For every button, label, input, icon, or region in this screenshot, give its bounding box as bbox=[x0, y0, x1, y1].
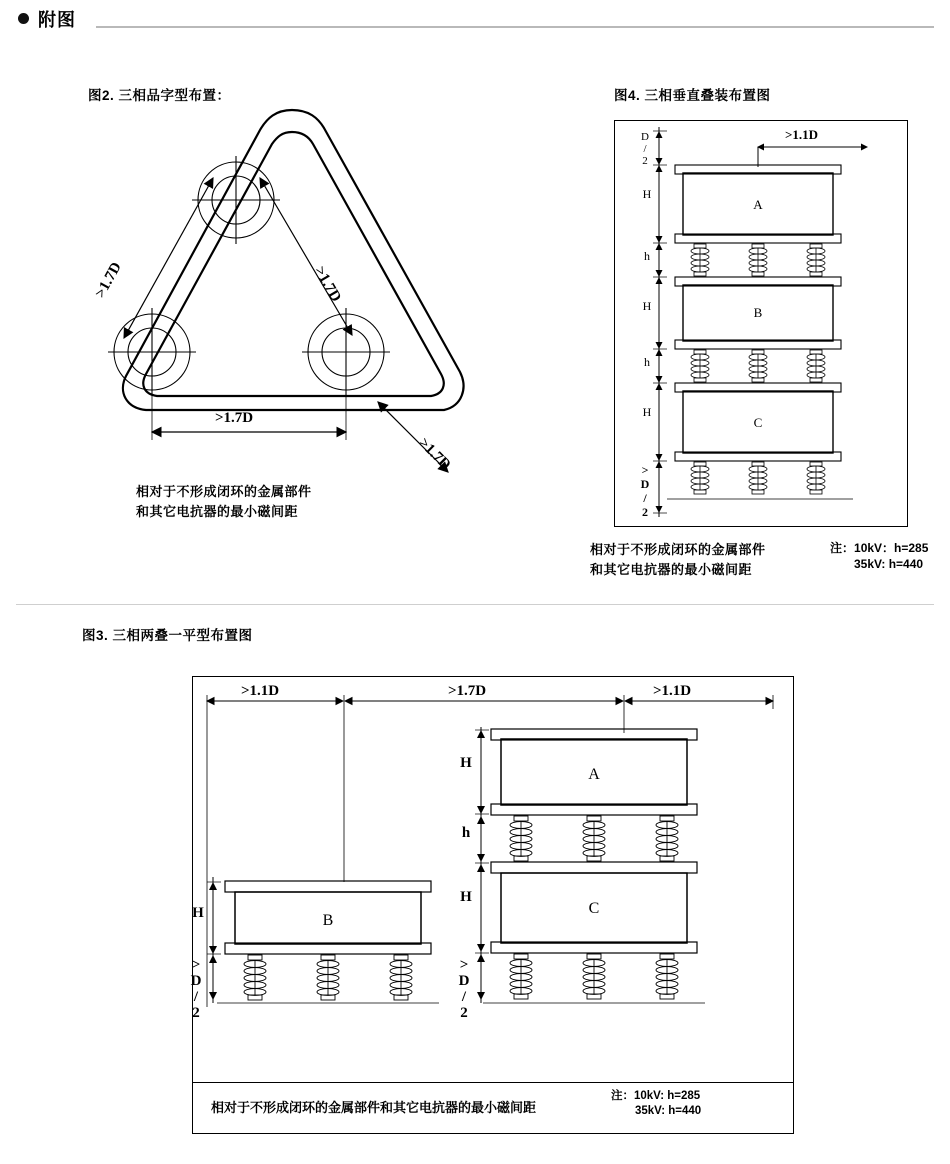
figure-4-phase-a: A bbox=[753, 197, 763, 212]
figure-4-remark-title: 注： bbox=[830, 541, 855, 555]
figure-2-note-line1: 相对于不形成闭环的金属部件 bbox=[136, 484, 312, 499]
figure-3-dim-dhalf-b: >D/2 bbox=[188, 957, 204, 1021]
figure-2-dim-bottom: >1.7D bbox=[215, 410, 254, 426]
figure-4-dim-h3: H bbox=[640, 405, 654, 419]
figure-3-drawing bbox=[193, 677, 791, 1081]
figure-4-note-line1: 相对于不形成闭环的金属部件 bbox=[590, 542, 766, 557]
figure-4-note-line2: 和其它电抗器的最小磁间距 bbox=[590, 562, 753, 577]
figure-2-dim-right: >1.7D bbox=[311, 263, 344, 305]
figure-4-dim-h1: H bbox=[640, 187, 654, 201]
figure-4-phase-b: B bbox=[753, 305, 763, 320]
figure-3-dim-h-c: H bbox=[458, 889, 474, 905]
figure-3-phase-c: C bbox=[588, 900, 600, 917]
figure-3-note-bar bbox=[193, 1082, 793, 1133]
figure-3-dim-h-b: H bbox=[190, 905, 206, 921]
figure-2-dim-outer: >1.7D bbox=[415, 435, 454, 474]
figure-3-phase-a: A bbox=[588, 766, 600, 783]
figure-2-dim-left: >1.7D bbox=[92, 259, 125, 301]
figure-3-dim-h-a: H bbox=[458, 755, 474, 771]
figure-3 bbox=[60, 620, 890, 1150]
figure-4-dim-h-small-2: h bbox=[640, 355, 654, 369]
figure-4-remark-line2: 35kV: h=440 bbox=[854, 557, 924, 571]
figure-4-frame bbox=[614, 120, 908, 527]
figure-3-dim-right: >1.1D bbox=[653, 683, 692, 699]
figure-4-drawing bbox=[615, 121, 905, 524]
figure-3-frame bbox=[188, 676, 794, 1134]
figure-2-note bbox=[136, 482, 496, 522]
figure-3-dim-left: >1.1D bbox=[241, 683, 280, 699]
bullet-icon bbox=[18, 13, 29, 24]
section-divider bbox=[16, 604, 934, 605]
figure-3-phase-b: B bbox=[322, 912, 334, 929]
figure-4-dim-dhalf-bottom: >D/2 bbox=[638, 463, 652, 519]
page-header bbox=[0, 0, 950, 38]
figure-3-dim-h-gap: h bbox=[458, 825, 474, 841]
figure-4-caption: 图4. 三相垂直叠装布置图 bbox=[614, 88, 771, 103]
figure-2 bbox=[60, 80, 530, 580]
figure-3-caption: 图3. 三相两叠一平型布置图 bbox=[82, 628, 253, 643]
figure-3-remark-line2: 35kV: h=440 bbox=[635, 1105, 702, 1117]
figure-3-dim-dhalf-c: >D/2 bbox=[456, 957, 472, 1021]
figure-2-caption: 图2. 三相品字型布置： bbox=[88, 88, 231, 103]
figure-3-note: 相对于不形成闭环的金属部件和其它电抗器的最小磁间距 bbox=[211, 1100, 537, 1115]
header-rule bbox=[96, 26, 934, 28]
figure-4-dim-dhalf-top: D/2 bbox=[639, 131, 651, 167]
figure-4-remark bbox=[830, 540, 950, 572]
figure-4 bbox=[590, 80, 940, 590]
figure-4-remark-line1: 10kV：h=285 bbox=[854, 541, 929, 555]
figure-3-remark-line1: 10kV: h=285 bbox=[634, 1090, 701, 1102]
page-title: 附图 bbox=[38, 10, 76, 30]
figure-4-phase-c: C bbox=[753, 415, 763, 430]
figure-3-remark-title: 注： bbox=[611, 1090, 634, 1102]
figure-4-dim-top: >1.1D bbox=[785, 127, 819, 142]
figure-2-drawing bbox=[60, 80, 530, 480]
figure-4-dim-h2: H bbox=[640, 299, 654, 313]
figure-3-remark bbox=[611, 1089, 701, 1119]
figure-2-note-line2: 和其它电抗器的最小磁间距 bbox=[136, 504, 299, 519]
figure-3-dim-mid: >1.7D bbox=[448, 683, 487, 699]
figure-4-dim-h-small-1: h bbox=[640, 249, 654, 263]
